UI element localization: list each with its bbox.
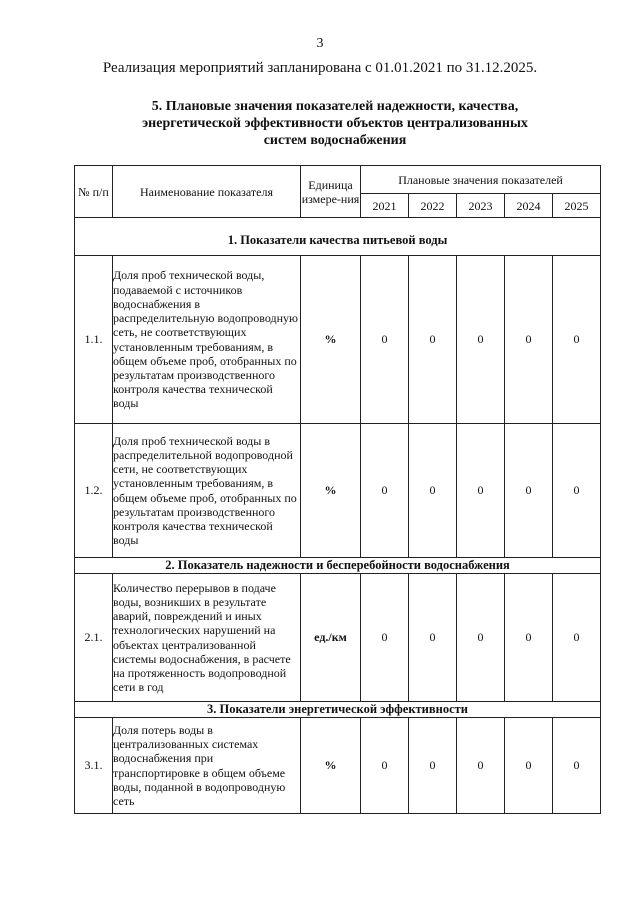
header-year: 2024 (505, 194, 553, 218)
value-cell: 0 (409, 574, 457, 702)
indicators-table (74, 165, 601, 814)
indicator-name: Доля потерь воды в централизованных системах водоснабжения при транспортировке в общем объеме воды, поданной в водопроводную сеть (113, 718, 301, 814)
value-cell: 0 (457, 718, 505, 814)
header-year: 2021 (361, 194, 409, 218)
header-num: № п/п (75, 166, 113, 218)
group-row (75, 226, 601, 256)
header-unit: Единица измере-ния (301, 166, 361, 218)
value-cell: 0 (553, 256, 601, 424)
value-cell: 0 (457, 574, 505, 702)
value-cell: 0 (457, 256, 505, 424)
unit-cell: % (301, 256, 361, 424)
table-row (75, 256, 601, 424)
group-title: 2. Показатель надежности и бесперебойности водоснабжения (75, 558, 601, 574)
value-cell: 0 (553, 718, 601, 814)
value-cell: 0 (361, 718, 409, 814)
value-cell: 0 (409, 718, 457, 814)
row-number: 1.1. (75, 256, 113, 424)
spacer-row (75, 218, 601, 226)
implementation-period-text: Реализация мероприятий запланирована с 01.01.2021 по 31.12.2025. (102, 60, 538, 76)
header-name: Наименование показателя (113, 166, 301, 218)
value-cell: 0 (361, 424, 409, 558)
table-row (75, 718, 601, 814)
value-cell: 0 (553, 574, 601, 702)
group-title: 3. Показатели энергетической эффективности (75, 702, 601, 718)
group-row (75, 558, 601, 574)
value-cell: 0 (505, 424, 553, 558)
header-year: 2025 (553, 194, 601, 218)
header-year: 2023 (457, 194, 505, 218)
value-cell: 0 (505, 574, 553, 702)
value-cell: 0 (361, 574, 409, 702)
section-title-line: 5. Плановые значения показателей надежности, качества, (151, 99, 519, 114)
indicator-name: Доля проб технической воды в распределительной водопроводной сети, не соответствующих установленным требованиям, в общем объеме проб, отобранных по результатам производственного контроля качества технической воды (113, 424, 301, 558)
row-number: 3.1. (75, 718, 113, 814)
value-cell: 0 (409, 256, 457, 424)
row-number: 2.1. (75, 574, 113, 702)
header-year: 2022 (409, 194, 457, 218)
group-row (75, 702, 601, 718)
indicator-name: Количество перерывов в подаче воды, возникших в результате аварий, повреждений и иных технологических нарушений на объектах централизованной системы водоснабжения, в расчете на протяженность водопроводной сети в год (113, 574, 301, 702)
indicator-name: Доля проб технической воды, подаваемой с источников водоснабжения в распределительную водопроводную сеть, не соответствующих установленным требованиям, в общем объеме проб, отобранных по результатам производственного контроля качества технической воды (113, 256, 301, 424)
value-cell: 0 (553, 424, 601, 558)
table-row (75, 574, 601, 702)
value-cell: 0 (505, 718, 553, 814)
section-title (100, 98, 570, 149)
row-number: 1.2. (75, 424, 113, 558)
unit-cell: % (301, 424, 361, 558)
value-cell: 0 (505, 256, 553, 424)
page-number: 3 (316, 36, 324, 51)
value-cell: 0 (457, 424, 505, 558)
value-cell: 0 (409, 424, 457, 558)
header-planned-values: Плановые значения показателей (361, 166, 601, 194)
group-title: 1. Показатели качества питьевой воды (75, 226, 601, 256)
value-cell: 0 (361, 256, 409, 424)
unit-cell: ед./км (301, 574, 361, 702)
unit-cell: % (301, 718, 361, 814)
section-title-line: систем водоснабжения (263, 133, 407, 148)
table-row (75, 424, 601, 558)
section-title-line: энергетической эффективности объектов централизованных (142, 116, 528, 131)
